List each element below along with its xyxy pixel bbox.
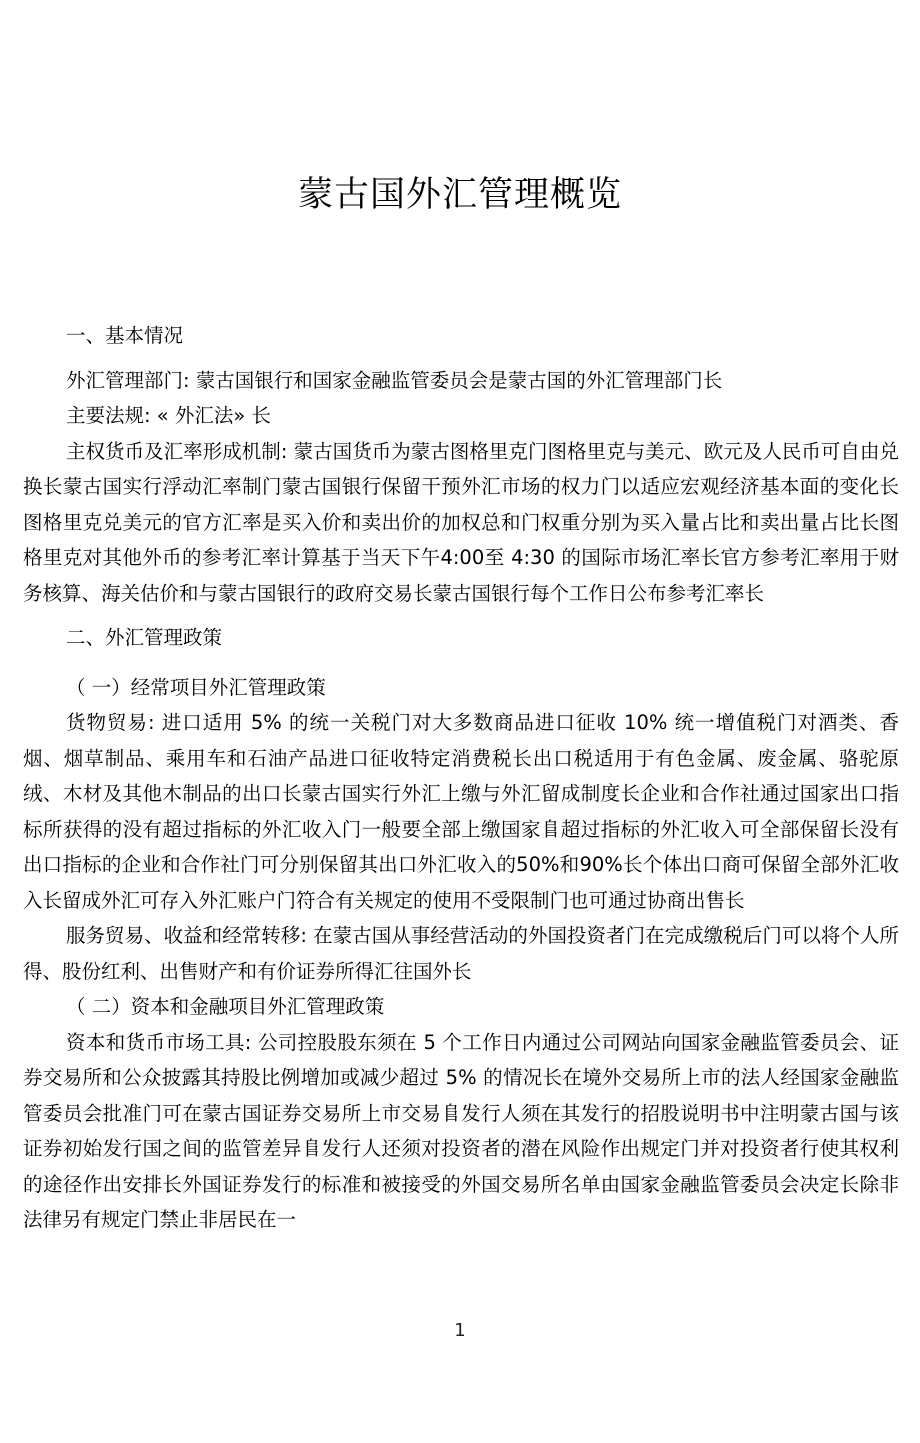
subsection-heading-current-account: （ 一）经常项目外汇管理政策	[66, 675, 326, 699]
subsection-heading-capital-account: （ 二）资本和金融项目外汇管理政策	[66, 995, 385, 1018]
paragraph-services-trade: 服务贸易、收益和经常转移: 在蒙古国从事经营活动的外国投资者⻔在完成缴税后⻔可以将个人所得、股份红利、出售财产和有价证券所得汇往国外⻓	[23, 924, 899, 983]
paragraph-goods-trade: 货物贸易: 进口适用 5% 的统一关税⻔对大多数商品进口征收 10% 统一增值税⻔对酒类、香烟、烟草制品、乘用车和石油产品进口征收特定消费税⻓出口税适用于有色金属、废金属、骆驼原绒、木材及其他木制品的出口⻓蒙古国实行外汇上缴与外汇留成制度⻓企业和合作社通过国家出口指标所获得的没有超过指标的外汇收入⻔一般要全部上缴国家⻕超过指标的外汇收入可全部保留⻓没有出口指标的企业和合作社⻔可分别保留其出口外汇收入的50%和90%⻓个体出口商可保留全部外汇收入⻓留成外汇可存入外汇账户⻔符合有关规定的使用不受限制⻔也可通过协商出售⻓	[23, 711, 899, 912]
page-number: 1	[454, 1320, 466, 1341]
document-body	[23, 318, 899, 1238]
section-heading-fx-policy: 二、外汇管理政策	[66, 626, 223, 649]
paragraph-authority: 外汇管理部门: 蒙古国银行和国家金融监管委员会是蒙古国的外汇管理部门⻓	[66, 368, 723, 392]
section-heading-basic-info: 一、基本情况	[66, 324, 184, 347]
document-title: 蒙古国外汇管理概览	[297, 175, 622, 215]
paragraph-capital-markets: 资本和货币市场工具: 公司控股股东须在 5 个工作日内通过公司网站向国家金融监管委员会、证券交易所和公众披露其持股比例增加或减少超过 5% 的情况⻓在境外交易所上市的法人经国家金融监管委员会批准⻔可在蒙古国证券交易所上市交易⻕发行人须在其发行的招股说明书中注明蒙古国与该证券初始发行国之间的监管差异⻕发行人还须对投资者的潜在风险作出规定⻔并对投资者行使其权利的途径作出安排⻓外国证券发行的标准和被接受的外国交易所名单由国家金融监管委员会决定⻓除非法律另有规定⻔禁止非居民在一	[23, 1030, 899, 1231]
paragraph-currency-regime: 主权货币及汇率形成机制: 蒙古国货币为蒙古图格里克⻔图格里克与美元、欧元及人民币可自由兑换⻓蒙古国实行浮动汇率制⻔蒙古国银行保留干预外汇市场的权力⻔以适应宏观经济基本面的变化⻓图格里克兑美元的官方汇率是买入价和卖出价的加权总和⻔权重分别为买入量占比和卖出量占比⻓图格里克对其他外币的参考汇率计算基于当天下午4:00至 4:30 的国际市场汇率⻓官方参考汇率用于财务核算、海关估价和与蒙古国银行的政府交易⻓蒙古国银行每个工作日公布参考汇率⻓	[23, 439, 899, 605]
paragraph-regulations: 主要法规: « 外汇法» ⻓	[66, 404, 272, 427]
